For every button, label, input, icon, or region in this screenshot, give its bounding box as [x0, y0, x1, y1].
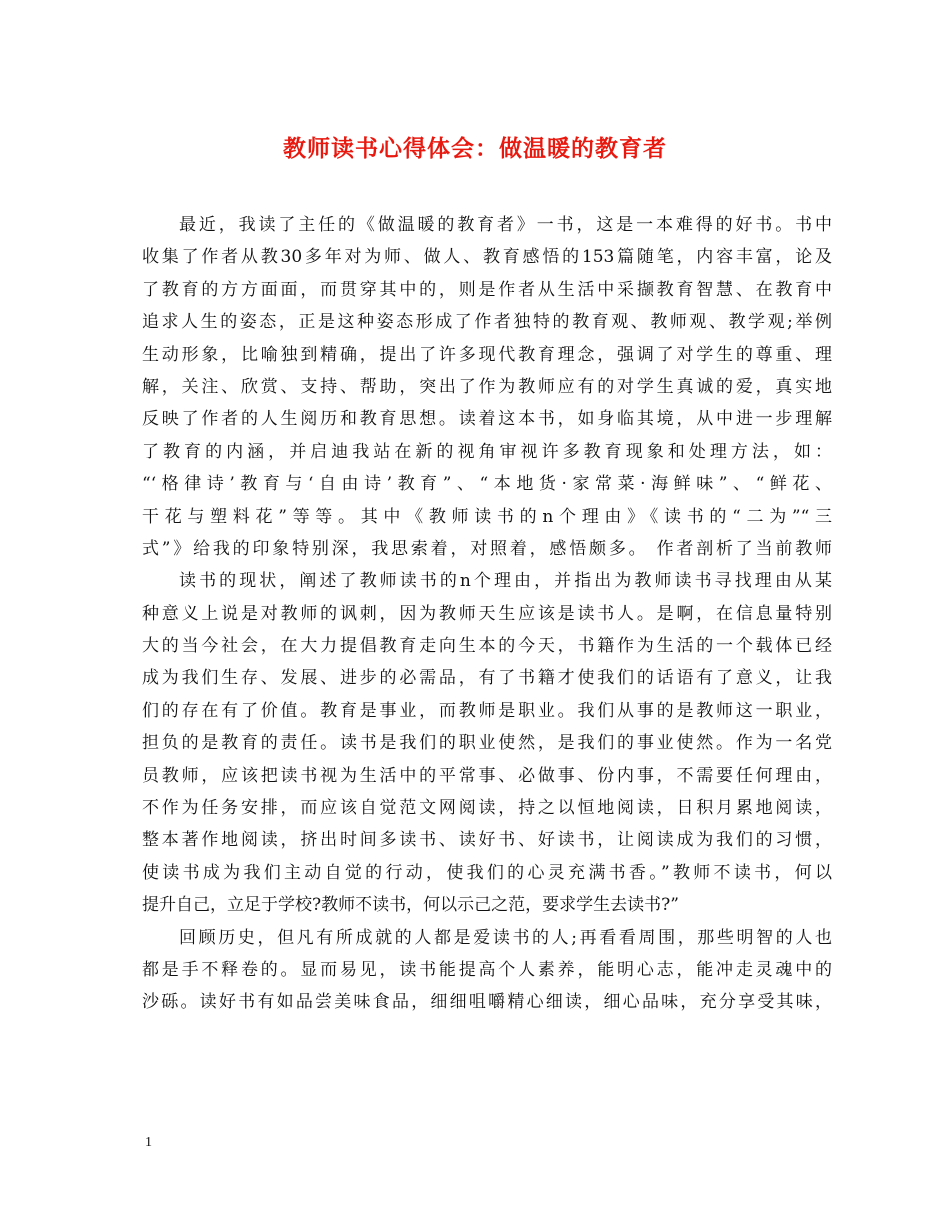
body-line: “‘格律诗’教育与‘自由诗’教育”、“本地货·家常菜·海鲜味”、“鲜花、 — [142, 474, 832, 495]
body-line: 成为我们生存、发展、进步的必需品，有了书籍才使我们的话语有了意义，让我 — [142, 668, 832, 689]
body-line: 最近，我读了主任的《做温暖的教育者》一书，这是一本难得的好书。书中 — [179, 215, 832, 235]
body-line: 使读书成为我们主动自觉的行动，使我们的心灵充满书香。”教师不读书，何以 — [142, 862, 832, 883]
body-line: 回顾历史，但凡有所成就的人都是爱读书的人;再看看周围，那些明智的人也 — [179, 927, 832, 948]
body-line: 生动形象，比喻独到精确，提出了许多现代教育理念，强调了对学生的尊重、理 — [142, 344, 832, 365]
body-line: 了教育的方方面面，而贯穿其中的，则是作者从生活中采撷教育智慧、在教育中 — [142, 279, 832, 300]
body-line: 不作为任务安排，而应该自觉范文网阅读，持之以恒地阅读，日积月累地阅读， — [142, 798, 832, 819]
body-line: 干花与塑料花”等等。其中《教师读书的n个理由》《读书的“二为”“三 — [142, 506, 832, 527]
body-line: 员教师，应该把读书视为生活中的平常事、必做事、份内事，不需要任何理由， — [142, 765, 832, 786]
body-line: 担负的是教育的责任。读书是我们的职业使然，是我们的事业使然。作为一名党 — [142, 733, 832, 754]
body-line: 种意义上说是对教师的讽刺，因为教师天生应该是读书人。是啊，在信息量特别 — [142, 603, 832, 624]
body-line: 读书的现状，阐述了教师读书的n个理由，并指出为教师读书寻找理由从某 — [179, 571, 832, 592]
body-line: 式”》给我的印象特别深，我思索着，对照着，感悟颇多。 作者剖析了当前教师 — [142, 538, 832, 559]
body-line: 提升自己，立足于学校?教师不读书，何以示己之范，要求学生去读书?” — [142, 895, 679, 916]
body-line: 大的当今社会，在大力提倡教育走向生本的今天，书籍作为生活的一个载体已经 — [142, 636, 832, 657]
body-line: 沙砾。读好书有如品尝美味食品，细细咀嚼精心细读，细心品味，充分享受其味， — [142, 992, 832, 1013]
body-line: 整本著作地阅读，挤出时间多读书、读好书、好读书，让阅读成为我们的习惯， — [142, 830, 832, 851]
body-line: 收集了作者从教30多年对为师、做人、教育感悟的153篇随笔，内容丰富，论及 — [142, 247, 832, 268]
page-number: 1 — [145, 1135, 152, 1150]
body-line: 反映了作者的人生阅历和教育思想。读着这本书，如身临其境，从中进一步理解 — [142, 409, 832, 430]
body-line: 了教育的内涵，并启迪我站在新的视角审视许多教育现象和处理方法，如： — [142, 441, 832, 462]
document-body — [142, 209, 832, 1019]
body-line: 追求人生的姿态，正是这种姿态形成了作者独特的教育观、教师观、教学观;举例 — [142, 312, 832, 333]
body-line: 解，关注、欣赏、支持、帮助，突出了作为教师应有的对学生真诚的爱，真实地 — [142, 376, 832, 397]
document-title: 教师读书心得体会：做温暖的教育者 — [283, 135, 667, 162]
body-line: 们的存在有了价值。教育是事业，而教师是职业。我们从事的是教师这一职业， — [142, 700, 832, 721]
body-line: 都是手不释卷的。显而易见，读书能提高个人素养，能明心志，能冲走灵魂中的 — [142, 959, 832, 980]
